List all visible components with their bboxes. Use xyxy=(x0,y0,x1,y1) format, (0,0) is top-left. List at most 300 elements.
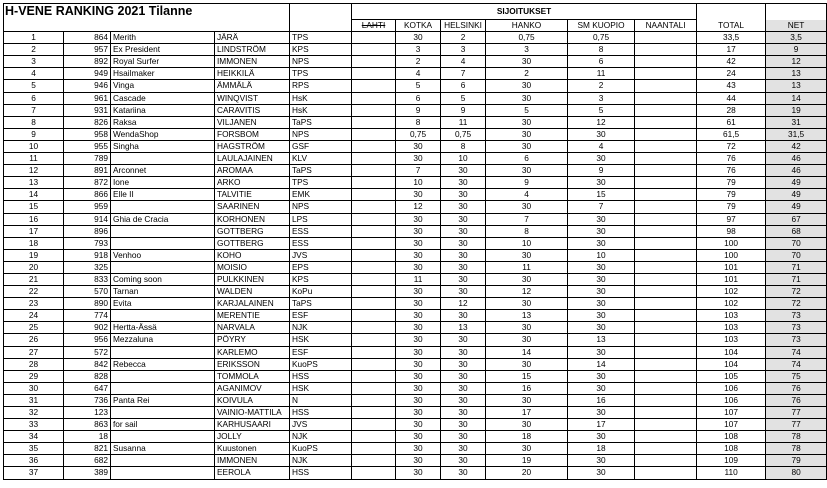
cell-naantali xyxy=(635,286,697,298)
cell-boat-name: Katariina xyxy=(111,104,215,116)
cell-lahti xyxy=(352,419,396,431)
cell-total: 76 xyxy=(697,165,766,177)
cell-sail-number: 826 xyxy=(64,116,111,128)
cell-total: 108 xyxy=(697,431,766,443)
cell-helsinki: 30 xyxy=(441,286,486,298)
cell-skipper: NARVALA xyxy=(215,322,290,334)
cell-kotka: 30 xyxy=(396,467,441,479)
table-row xyxy=(4,177,827,189)
cell-club: ESF xyxy=(290,310,352,322)
cell-naantali xyxy=(635,56,697,68)
cell-sail-number: 821 xyxy=(64,443,111,455)
cell-hanko: 5 xyxy=(486,104,568,116)
cell-sm-kuopio: 30 xyxy=(568,370,635,382)
cell-skipper: MOISIO xyxy=(215,261,290,273)
cell-boat-name xyxy=(111,370,215,382)
cell-hanko: 30 xyxy=(486,394,568,406)
cell-boat-name: Cascade xyxy=(111,92,215,104)
cell-naantali xyxy=(635,177,697,189)
table-row xyxy=(4,225,827,237)
cell-club: TPS xyxy=(290,32,352,44)
col-header-total: TOTAL xyxy=(697,20,766,32)
cell-lahti xyxy=(352,165,396,177)
cell-helsinki: 30 xyxy=(441,189,486,201)
cell-skipper: PULKKINEN xyxy=(215,273,290,285)
cell-naantali xyxy=(635,431,697,443)
cell-position: 3 xyxy=(4,56,64,68)
cell-club: NPS xyxy=(290,128,352,140)
cell-sm-kuopio: 30 xyxy=(568,382,635,394)
table-row xyxy=(4,419,827,431)
cell-naantali xyxy=(635,201,697,213)
table-row xyxy=(4,443,827,455)
cell-club: ESF xyxy=(290,346,352,358)
cell-sm-kuopio: 2 xyxy=(568,80,635,92)
cell-skipper: KORHONEN xyxy=(215,213,290,225)
cell-helsinki: 30 xyxy=(441,443,486,455)
cell-total: 43 xyxy=(697,80,766,92)
col-header-hanko: HANKO xyxy=(486,20,568,32)
cell-lahti xyxy=(352,346,396,358)
cell-kotka: 30 xyxy=(396,32,441,44)
cell-net: 14 xyxy=(766,92,827,104)
cell-sail-number: 946 xyxy=(64,80,111,92)
cell-club: RPS xyxy=(290,80,352,92)
cell-net: 78 xyxy=(766,443,827,455)
cell-hanko: 30 xyxy=(486,140,568,152)
cell-kotka: 30 xyxy=(396,443,441,455)
cell-sail-number: 793 xyxy=(64,237,111,249)
cell-lahti xyxy=(352,237,396,249)
cell-naantali xyxy=(635,44,697,56)
cell-net: 77 xyxy=(766,407,827,419)
cell-hanko: 30 xyxy=(486,128,568,140)
cell-boat-name: Vinga xyxy=(111,80,215,92)
cell-kotka: 30 xyxy=(396,140,441,152)
cell-sm-kuopio: 7 xyxy=(568,201,635,213)
cell-position: 4 xyxy=(4,68,64,80)
cell-sm-kuopio: 30 xyxy=(568,261,635,273)
cell-helsinki: 0,75 xyxy=(441,128,486,140)
header-blank xyxy=(697,4,766,20)
cell-net: 9 xyxy=(766,44,827,56)
cell-total: 33,5 xyxy=(697,32,766,44)
cell-position: 12 xyxy=(4,165,64,177)
cell-kotka: 30 xyxy=(396,322,441,334)
cell-boat-name: Ghia de Cracia xyxy=(111,213,215,225)
cell-helsinki: 30 xyxy=(441,431,486,443)
cell-total: 100 xyxy=(697,249,766,261)
cell-boat-name xyxy=(111,382,215,394)
cell-club: ESS xyxy=(290,237,352,249)
cell-boat-name: Arconnet xyxy=(111,165,215,177)
cell-hanko: 12 xyxy=(486,286,568,298)
cell-hanko: 14 xyxy=(486,346,568,358)
cell-net: 46 xyxy=(766,153,827,165)
cell-sm-kuopio: 3 xyxy=(568,92,635,104)
cell-total: 79 xyxy=(697,189,766,201)
cell-club: ESS xyxy=(290,225,352,237)
cell-position: 5 xyxy=(4,80,64,92)
cell-position: 6 xyxy=(4,92,64,104)
cell-sail-number: 872 xyxy=(64,177,111,189)
cell-naantali xyxy=(635,237,697,249)
cell-club: NJK xyxy=(290,322,352,334)
cell-club: TaPS xyxy=(290,298,352,310)
table-row xyxy=(4,286,827,298)
cell-lahti xyxy=(352,443,396,455)
cell-club: NJK xyxy=(290,431,352,443)
cell-skipper: CARAVITIS xyxy=(215,104,290,116)
col-header-net: NET xyxy=(766,20,827,32)
cell-club: TaPS xyxy=(290,116,352,128)
cell-naantali xyxy=(635,322,697,334)
cell-hanko: 30 xyxy=(486,92,568,104)
cell-sm-kuopio: 16 xyxy=(568,394,635,406)
cell-club: HSS xyxy=(290,407,352,419)
cell-naantali xyxy=(635,394,697,406)
cell-lahti xyxy=(352,370,396,382)
cell-position: 31 xyxy=(4,394,64,406)
cell-position: 8 xyxy=(4,116,64,128)
cell-sail-number: 866 xyxy=(64,189,111,201)
table-row xyxy=(4,92,827,104)
cell-sail-number: 389 xyxy=(64,467,111,479)
cell-helsinki: 7 xyxy=(441,68,486,80)
table-row xyxy=(4,201,827,213)
cell-total: 101 xyxy=(697,261,766,273)
cell-skipper: KOIVULA xyxy=(215,394,290,406)
table-row xyxy=(4,346,827,358)
cell-kotka: 11 xyxy=(396,273,441,285)
group-header: SIJOITUKSET xyxy=(352,4,697,20)
cell-position: 37 xyxy=(4,467,64,479)
cell-position: 1 xyxy=(4,32,64,44)
cell-sm-kuopio: 30 xyxy=(568,237,635,249)
cell-net: 76 xyxy=(766,394,827,406)
cell-lahti xyxy=(352,44,396,56)
cell-skipper: ERIKSSON xyxy=(215,358,290,370)
cell-kotka: 30 xyxy=(396,431,441,443)
cell-boat-name: Ex President xyxy=(111,44,215,56)
cell-club: GSF xyxy=(290,140,352,152)
cell-skipper: SAARINEN xyxy=(215,201,290,213)
cell-total: 106 xyxy=(697,382,766,394)
cell-net: 76 xyxy=(766,382,827,394)
cell-helsinki: 30 xyxy=(441,419,486,431)
cell-skipper: WINQVIST xyxy=(215,92,290,104)
col-header-naantali: NAANTALI xyxy=(635,20,697,32)
cell-position: 20 xyxy=(4,261,64,273)
cell-net: 3,5 xyxy=(766,32,827,44)
cell-helsinki: 30 xyxy=(441,346,486,358)
cell-naantali xyxy=(635,370,697,382)
cell-lahti xyxy=(352,467,396,479)
cell-kotka: 30 xyxy=(396,261,441,273)
cell-naantali xyxy=(635,140,697,152)
cell-skipper: ÄMMÄLÄ xyxy=(215,80,290,92)
cell-position: 28 xyxy=(4,358,64,370)
cell-hanko: 30 xyxy=(486,165,568,177)
cell-naantali xyxy=(635,189,697,201)
cell-hanko: 30 xyxy=(486,419,568,431)
cell-skipper: PÖYRY xyxy=(215,334,290,346)
cell-naantali xyxy=(635,346,697,358)
cell-kotka: 4 xyxy=(396,68,441,80)
cell-skipper: TOMMOLA xyxy=(215,370,290,382)
cell-helsinki: 30 xyxy=(441,165,486,177)
cell-kotka: 5 xyxy=(396,80,441,92)
cell-net: 74 xyxy=(766,358,827,370)
cell-total: 109 xyxy=(697,455,766,467)
cell-position: 7 xyxy=(4,104,64,116)
cell-sail-number: 828 xyxy=(64,370,111,382)
cell-hanko: 30 xyxy=(486,116,568,128)
cell-hanko: 30 xyxy=(486,443,568,455)
cell-sm-kuopio: 18 xyxy=(568,443,635,455)
cell-sail-number: 123 xyxy=(64,407,111,419)
cell-kotka: 12 xyxy=(396,201,441,213)
cell-sail-number: 682 xyxy=(64,455,111,467)
cell-total: 104 xyxy=(697,346,766,358)
cell-net: 71 xyxy=(766,273,827,285)
cell-sail-number: 736 xyxy=(64,394,111,406)
cell-net: 73 xyxy=(766,334,827,346)
cell-position: 32 xyxy=(4,407,64,419)
cell-helsinki: 5 xyxy=(441,92,486,104)
cell-lahti xyxy=(352,455,396,467)
cell-sm-kuopio: 30 xyxy=(568,286,635,298)
cell-sm-kuopio: 30 xyxy=(568,310,635,322)
cell-total: 79 xyxy=(697,177,766,189)
cell-sm-kuopio: 30 xyxy=(568,177,635,189)
cell-lahti xyxy=(352,140,396,152)
cell-naantali xyxy=(635,32,697,44)
cell-sm-kuopio: 30 xyxy=(568,455,635,467)
cell-boat-name: Ione xyxy=(111,177,215,189)
table-row xyxy=(4,298,827,310)
cell-sail-number: 774 xyxy=(64,310,111,322)
table-row xyxy=(4,116,827,128)
cell-hanko: 15 xyxy=(486,370,568,382)
cell-position: 21 xyxy=(4,273,64,285)
cell-hanko: 30 xyxy=(486,358,568,370)
cell-club: N xyxy=(290,394,352,406)
cell-boat-name: Tarnan xyxy=(111,286,215,298)
table-row xyxy=(4,237,827,249)
cell-total: 106 xyxy=(697,394,766,406)
cell-total: 101 xyxy=(697,273,766,285)
cell-position: 27 xyxy=(4,346,64,358)
cell-helsinki: 6 xyxy=(441,80,486,92)
cell-sm-kuopio: 15 xyxy=(568,189,635,201)
cell-helsinki: 30 xyxy=(441,261,486,273)
table-row xyxy=(4,56,827,68)
cell-hanko: 30 xyxy=(486,249,568,261)
table-row xyxy=(4,68,827,80)
table-row xyxy=(4,370,827,382)
cell-skipper: KOHO xyxy=(215,249,290,261)
cell-kotka: 7 xyxy=(396,165,441,177)
cell-helsinki: 10 xyxy=(441,153,486,165)
cell-sail-number: 958 xyxy=(64,128,111,140)
cell-lahti xyxy=(352,261,396,273)
cell-total: 42 xyxy=(697,56,766,68)
cell-lahti xyxy=(352,80,396,92)
cell-net: 49 xyxy=(766,177,827,189)
cell-sm-kuopio: 30 xyxy=(568,128,635,140)
cell-skipper: KARHUSAARI xyxy=(215,419,290,431)
table-row xyxy=(4,44,827,56)
cell-helsinki: 30 xyxy=(441,455,486,467)
cell-hanko: 19 xyxy=(486,455,568,467)
cell-helsinki: 30 xyxy=(441,370,486,382)
cell-club: EPS xyxy=(290,261,352,273)
cell-sm-kuopio: 17 xyxy=(568,419,635,431)
cell-total: 100 xyxy=(697,237,766,249)
cell-helsinki: 30 xyxy=(441,237,486,249)
cell-position: 30 xyxy=(4,382,64,394)
cell-sm-kuopio: 11 xyxy=(568,68,635,80)
cell-sm-kuopio: 30 xyxy=(568,467,635,479)
cell-sail-number: 914 xyxy=(64,213,111,225)
cell-net: 78 xyxy=(766,431,827,443)
cell-naantali xyxy=(635,310,697,322)
cell-sail-number: 896 xyxy=(64,225,111,237)
cell-net: 79 xyxy=(766,455,827,467)
cell-kotka: 30 xyxy=(396,370,441,382)
cell-skipper: TALVITIE xyxy=(215,189,290,201)
cell-boat-name: Susanna xyxy=(111,443,215,455)
cell-club: KPS xyxy=(290,273,352,285)
cell-lahti xyxy=(352,56,396,68)
col-header-kotka: KOTKA xyxy=(396,20,441,32)
cell-kotka: 30 xyxy=(396,213,441,225)
cell-hanko: 30 xyxy=(486,322,568,334)
cell-total: 108 xyxy=(697,443,766,455)
cell-naantali xyxy=(635,455,697,467)
cell-kotka: 30 xyxy=(396,394,441,406)
cell-naantali xyxy=(635,68,697,80)
table-row xyxy=(4,394,827,406)
cell-club: NPS xyxy=(290,56,352,68)
cell-total: 103 xyxy=(697,310,766,322)
cell-lahti xyxy=(352,382,396,394)
cell-naantali xyxy=(635,213,697,225)
cell-net: 31,5 xyxy=(766,128,827,140)
cell-lahti xyxy=(352,32,396,44)
cell-helsinki: 30 xyxy=(441,334,486,346)
cell-boat-name: Venhoo xyxy=(111,249,215,261)
cell-club: KuoPS xyxy=(290,358,352,370)
cell-boat-name xyxy=(111,225,215,237)
cell-lahti xyxy=(352,431,396,443)
cell-skipper: LAULAJAINEN xyxy=(215,153,290,165)
cell-boat-name xyxy=(111,407,215,419)
cell-net: 73 xyxy=(766,310,827,322)
cell-total: 103 xyxy=(697,322,766,334)
cell-kotka: 10 xyxy=(396,177,441,189)
cell-sail-number: 572 xyxy=(64,346,111,358)
cell-sail-number: 647 xyxy=(64,382,111,394)
cell-boat-name: Elle II xyxy=(111,189,215,201)
cell-sm-kuopio: 4 xyxy=(568,140,635,152)
cell-hanko: 4 xyxy=(486,189,568,201)
cell-hanko: 30 xyxy=(486,201,568,213)
cell-skipper: ARKO xyxy=(215,177,290,189)
cell-helsinki: 30 xyxy=(441,394,486,406)
cell-position: 29 xyxy=(4,370,64,382)
cell-hanko: 9 xyxy=(486,177,568,189)
cell-naantali xyxy=(635,92,697,104)
cell-hanko: 2 xyxy=(486,68,568,80)
cell-club: KPS xyxy=(290,44,352,56)
cell-total: 97 xyxy=(697,213,766,225)
cell-boat-name: Hsailmaker xyxy=(111,68,215,80)
cell-boat-name: Merith xyxy=(111,32,215,44)
cell-sail-number: 956 xyxy=(64,334,111,346)
cell-position: 34 xyxy=(4,431,64,443)
cell-net: 77 xyxy=(766,419,827,431)
cell-sail-number: 325 xyxy=(64,261,111,273)
cell-skipper: AGANIMOV xyxy=(215,382,290,394)
cell-skipper: GOTTBERG xyxy=(215,237,290,249)
cell-naantali xyxy=(635,298,697,310)
cell-skipper: KARLEMO xyxy=(215,346,290,358)
cell-lahti xyxy=(352,116,396,128)
cell-sm-kuopio: 9 xyxy=(568,165,635,177)
cell-sm-kuopio: 0,75 xyxy=(568,32,635,44)
cell-sail-number: 863 xyxy=(64,419,111,431)
cell-boat-name: Royal Surfer xyxy=(111,56,215,68)
cell-club: HSS xyxy=(290,370,352,382)
cell-club: NJK xyxy=(290,455,352,467)
cell-total: 102 xyxy=(697,286,766,298)
cell-skipper: GOTTBERG xyxy=(215,225,290,237)
cell-total: 105 xyxy=(697,370,766,382)
cell-position: 15 xyxy=(4,201,64,213)
cell-hanko: 6 xyxy=(486,153,568,165)
cell-lahti xyxy=(352,286,396,298)
cell-sm-kuopio: 30 xyxy=(568,298,635,310)
cell-kotka: 30 xyxy=(396,346,441,358)
cell-helsinki: 30 xyxy=(441,382,486,394)
table-row xyxy=(4,80,827,92)
cell-net: 71 xyxy=(766,261,827,273)
cell-net: 68 xyxy=(766,225,827,237)
cell-total: 28 xyxy=(697,104,766,116)
cell-lahti xyxy=(352,322,396,334)
cell-net: 75 xyxy=(766,370,827,382)
cell-position: 33 xyxy=(4,419,64,431)
cell-sm-kuopio: 30 xyxy=(568,346,635,358)
cell-net: 74 xyxy=(766,346,827,358)
cell-total: 104 xyxy=(697,358,766,370)
cell-hanko: 7 xyxy=(486,213,568,225)
table-row xyxy=(4,334,827,346)
cell-net: 31 xyxy=(766,116,827,128)
cell-helsinki: 30 xyxy=(441,273,486,285)
cell-sail-number: 864 xyxy=(64,32,111,44)
cell-hanko: 18 xyxy=(486,431,568,443)
cell-boat-name: Raksa xyxy=(111,116,215,128)
cell-hanko: 17 xyxy=(486,407,568,419)
cell-sail-number: 891 xyxy=(64,165,111,177)
table-row xyxy=(4,128,827,140)
table-row xyxy=(4,273,827,285)
cell-helsinki: 30 xyxy=(441,177,486,189)
cell-naantali xyxy=(635,407,697,419)
